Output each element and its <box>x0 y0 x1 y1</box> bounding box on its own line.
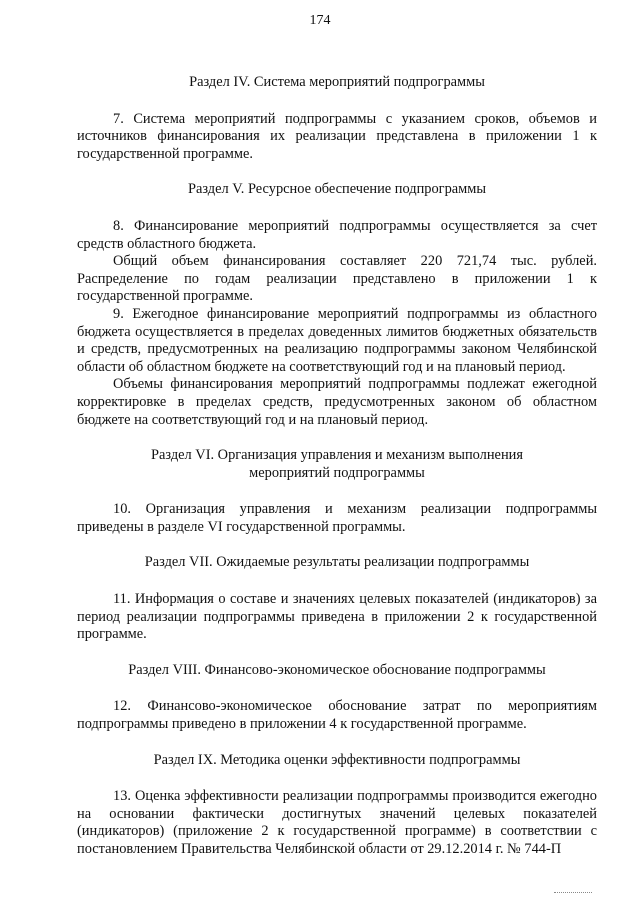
paragraph: 9. Ежегодное финансирование мероприятий подпрограммы из областного бюджета осуществляется в пределах доведенных лимитов бюджетных обязательств и средств, предусмотренных на реализацию подпрограммы законом Челябинской области об областном бюджете на соответствующий год и на плановый период. <box>77 305 597 375</box>
section-5 <box>77 181 597 429</box>
paragraph: Общий объем финансирования составляет 220 721,74 тыс. рублей. Распределение по годам реализации представлено в приложении 1 к государственной программе. <box>77 253 597 305</box>
section-heading: Раздел IV. Система мероприятий подпрограммы <box>189 74 485 90</box>
section-8 <box>77 662 597 734</box>
section-heading: Раздел IX. Методика оценки эффективности подпрограммы <box>153 751 521 768</box>
footer-dotted-mark <box>554 892 592 893</box>
section-heading: Раздел VII. Ожидаемые результаты реализации подпрограммы <box>144 554 530 571</box>
section-7 <box>77 554 597 643</box>
paragraph: 11. Информация о составе и значениях целевых показателей (индикаторов) за период реализации подпрограммы приведена в приложении 2 к государственной программе. <box>77 591 597 643</box>
section-heading: Раздел VIII. Финансово-экономическое обоснование подпрограммы <box>128 661 546 678</box>
paragraph: 12. Финансово-экономическое обоснование затрат по мероприятиям подпрограммы приведено в приложении 4 к государственной программе. <box>77 698 597 733</box>
paragraph: 8. Финансирование мероприятий подпрограммы осуществляется за счет средств областного бюджета. <box>77 217 597 252</box>
paragraph: 13. Оценка эффективности реализации подпрограммы производится ежегодно на основании фактически достигнутых значений целевых показателей (индикаторов) (приложение 2 к государственной программе) в соответствии с постановлением Правительства Челябинской области от 29.12.2014 г. № 744-П <box>77 788 597 857</box>
section-heading: Раздел V. Ресурсное обеспечение подпрограммы <box>187 181 487 198</box>
paragraph: Объемы финансирования мероприятий подпрограммы подлежат ежегодной корректировке в пределах средств, предусмотренных законом об областном бюджете на соответствующий год и на плановый период. <box>77 376 597 428</box>
section-heading: Раздел VI. Организация управления и механизм выполнения мероприятий подпрограммы <box>151 447 523 481</box>
document-body <box>77 74 597 859</box>
page-number: 174 <box>309 13 331 28</box>
paragraph: 10. Организация управления и механизм реализации подпрограммы приведены в разделе VI государственной программы. <box>77 501 597 535</box>
section-4 <box>77 74 597 163</box>
paragraph: 7. Система мероприятий подпрограммы с указанием сроков, объемов и источников финансирования их реализации представлена в приложении 1 к государственной программе. <box>77 110 597 162</box>
section-6 <box>77 447 597 536</box>
section-9 <box>77 752 597 859</box>
